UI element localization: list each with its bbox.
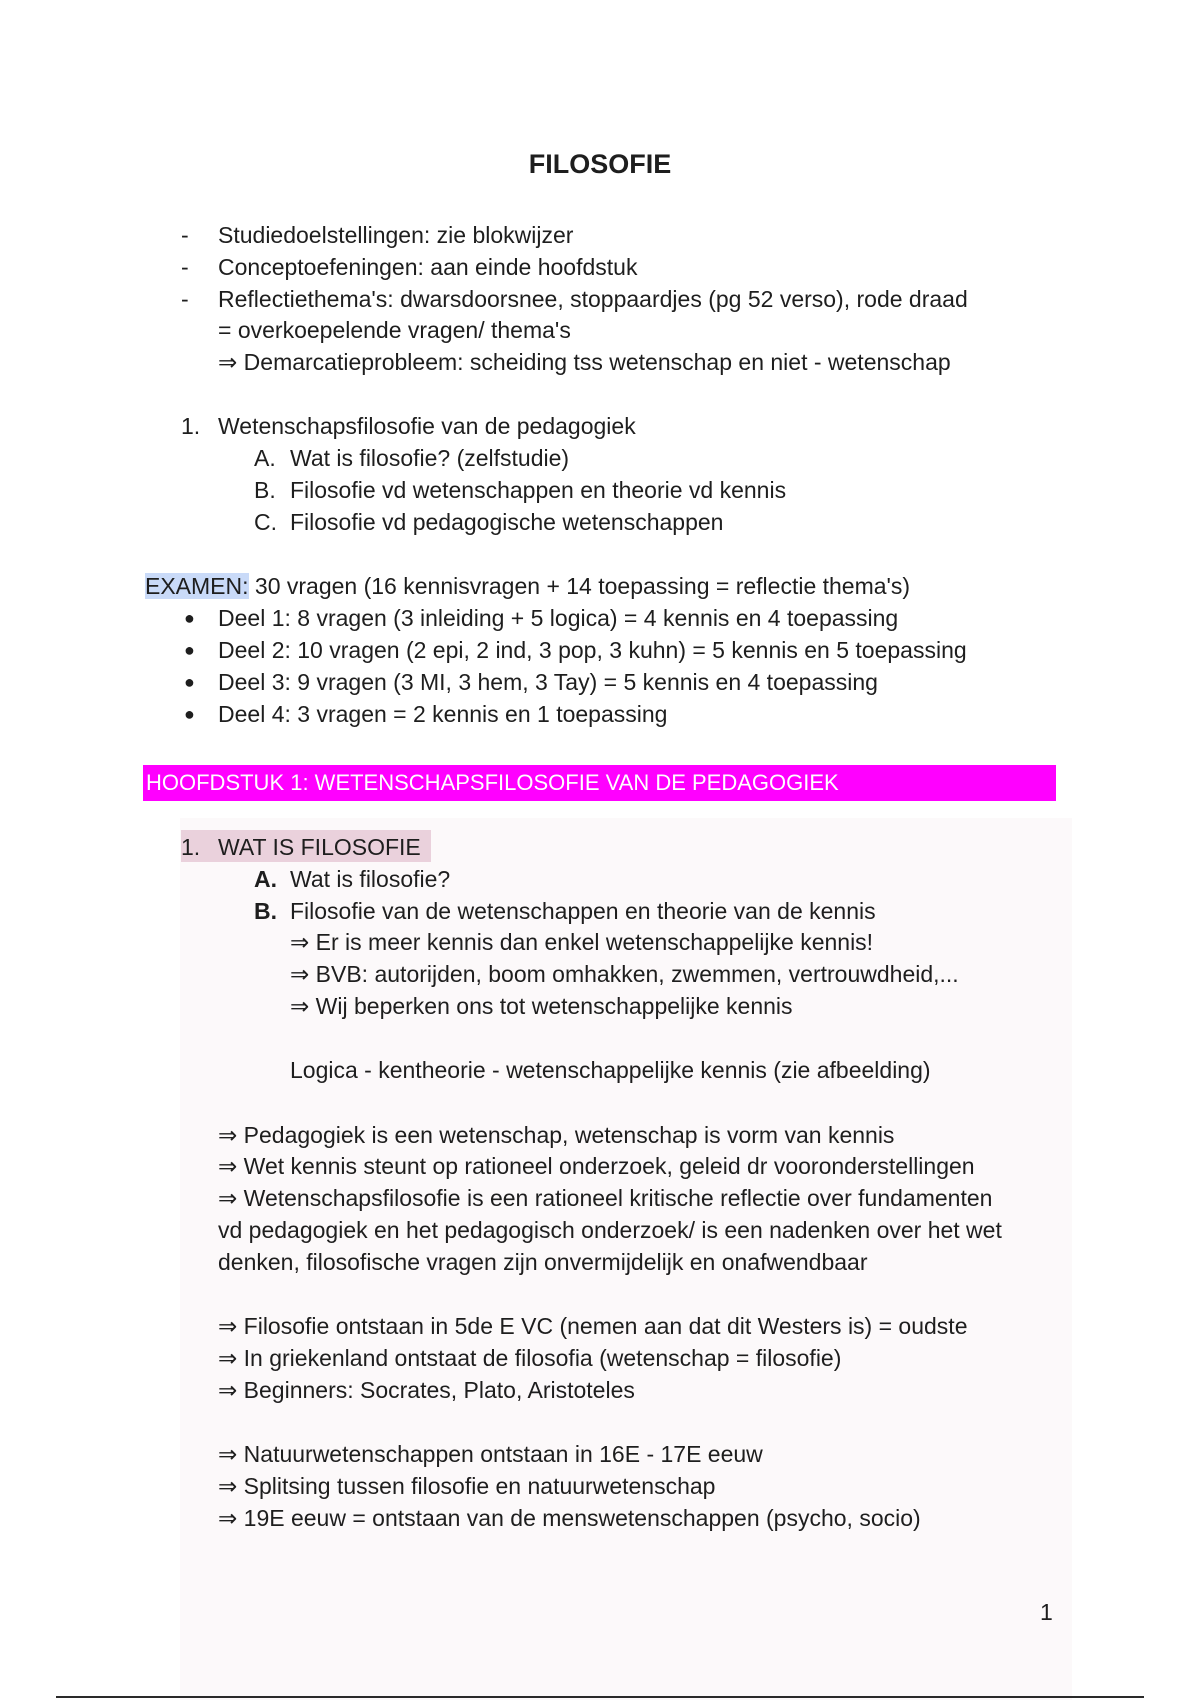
outline-letter: C.: [254, 509, 277, 535]
exam-summary: 30 vragen (16 kennisvragen + 14 toepassing = reflectie thema's): [248, 573, 911, 599]
section-subitem: Wat is filosofie?: [290, 866, 451, 892]
note-line: ⇒ Splitsing tussen filosofie en natuurwetenschap: [218, 1473, 716, 1499]
bullet-icon: ●: [184, 704, 195, 724]
note-line: ⇒ Wetenschapsfilosofie is een rationeel kritische reflectie over fundamenten: [218, 1185, 993, 1211]
list-item: Reflectiethema's: dwarsdoorsnee, stoppaardjes (pg 52 verso), rode draad: [218, 286, 968, 312]
note-line: denken, filosofische vragen zijn onvermijdelijk en onafwendbaar: [218, 1249, 868, 1275]
exam-part: Deel 1: 8 vragen (3 inleiding + 5 logica) = 4 kennis en 4 toepassing: [218, 605, 899, 631]
note-line: ⇒ Pedagogiek is een wetenschap, wetenschap is vorm van kennis: [218, 1122, 895, 1148]
outline-subitem: Filosofie vd wetenschappen en theorie vd kennis: [290, 477, 787, 503]
exam-part: Deel 3: 9 vragen (3 MI, 3 hem, 3 Tay) = 5 kennis en 4 toepassing: [218, 669, 878, 695]
logic-line: Logica - kentheorie - wetenschappelijke kennis (zie afbeelding): [290, 1057, 931, 1083]
note-line: ⇒ Filosofie ontstaan in 5de E VC (nemen aan dat dit Westers is) = oudste: [218, 1313, 968, 1339]
list-marker: -: [181, 286, 189, 312]
exam-part: Deel 2: 10 vragen (2 epi, 2 ind, 3 pop, 3 kuhn) = 5 kennis en 5 toepassing: [218, 637, 967, 663]
list-item: Studiedoelstellingen: zie blokwijzer: [218, 222, 574, 248]
exam-part: Deel 4: 3 vragen = 2 kennis en 1 toepassing: [218, 701, 668, 727]
exam-line: [145, 570, 910, 602]
note-line: ⇒ Natuurwetenschappen ontstaan in 16E - 17E eeuw: [218, 1441, 763, 1467]
page-title: FILOSOFIE: [528, 149, 672, 179]
bullet-icon: ●: [184, 640, 195, 660]
note-line: ⇒ Wij beperken ons tot wetenschappelijke kennis: [290, 993, 793, 1019]
outline-letter: A.: [254, 445, 276, 471]
outline-subitem: Filosofie vd pedagogische wetenschappen: [290, 509, 724, 535]
footer-divider: [56, 1696, 1144, 1698]
section-subitem: Filosofie van de wetenschappen en theorie van de kennis: [290, 898, 876, 924]
outline-heading: Wetenschapsfilosofie van de pedagogiek: [218, 413, 636, 439]
bullet-icon: ●: [184, 608, 195, 628]
list-item-continuation: = overkoepelende vragen/ thema's: [218, 317, 571, 343]
note-line: ⇒ BVB: autorijden, boom omhakken, zwemmen, vertrouwdheid,...: [290, 961, 959, 987]
exam-label: EXAMEN:: [145, 573, 249, 599]
demarcation-note: ⇒ Demarcatieprobleem: scheiding tss wetenschap en niet - wetenschap: [218, 349, 951, 375]
note-line: ⇒ In griekenland ontstaat de filosofia (wetenschap = filosofie): [218, 1345, 842, 1371]
section-number: 1.: [181, 834, 201, 860]
note-line: vd pedagogiek en het pedagogisch onderzoek/ is een nadenken over het wet: [218, 1217, 1002, 1243]
section-letter: B.: [254, 898, 277, 924]
note-line: ⇒ Er is meer kennis dan enkel wetenschappelijke kennis!: [290, 929, 874, 955]
list-item: Conceptoefeningen: aan einde hoofdstuk: [218, 254, 638, 280]
note-line: ⇒ Beginners: Socrates, Plato, Aristoteles: [218, 1377, 635, 1403]
chapter-heading: HOOFDSTUK 1: WETENSCHAPSFILOSOFIE VAN DE PEDAGOGIEK: [146, 770, 839, 795]
list-marker: -: [181, 254, 189, 280]
bullet-icon: ●: [184, 672, 195, 692]
note-line: ⇒ 19E eeuw = ontstaan van de menswetenschappen (psycho, socio): [218, 1505, 921, 1531]
note-line: ⇒ Wet kennis steunt op rationeel onderzoek, geleid dr vooronderstellingen: [218, 1153, 975, 1179]
section-heading: WAT IS FILOSOFIE: [218, 834, 421, 860]
outline-letter: B.: [254, 477, 276, 503]
outline-number: 1.: [181, 413, 201, 439]
list-marker: -: [181, 222, 189, 248]
page-number: 1: [1040, 1599, 1053, 1625]
section-letter: A.: [254, 866, 277, 892]
outline-subitem: Wat is filosofie? (zelfstudie): [290, 445, 570, 471]
